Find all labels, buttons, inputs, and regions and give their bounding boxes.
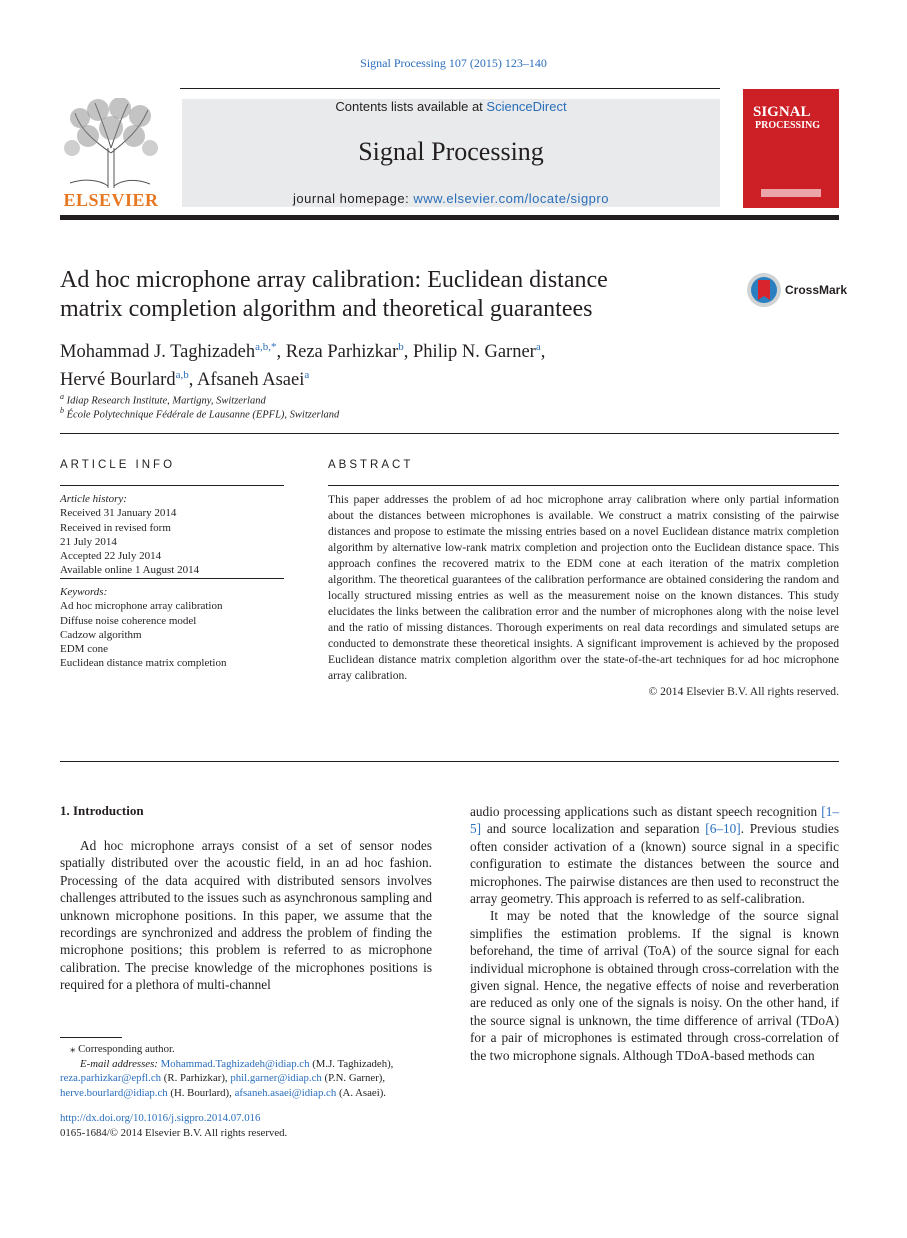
author-affiliation-mark[interactable]: a bbox=[535, 341, 541, 353]
article-history bbox=[60, 492, 284, 578]
title-line-2: matrix completion algorithm and theoretical guarantees bbox=[60, 296, 593, 322]
journal-name: Signal Processing bbox=[358, 137, 544, 166]
affiliation bbox=[60, 406, 339, 421]
email-owner: (H. Bourlard), bbox=[170, 1086, 232, 1099]
text-run: . Previous studies often consider activation of a (known) source signal in a specific configuration to estimate the distances between the source and microphones. The pairwise distances are then used to reconstruct the array geometry. This approach is referred to as self-calibration. bbox=[470, 821, 839, 907]
email-label: E-mail addresses: bbox=[80, 1057, 161, 1070]
author-list: Mohammad J. Taghizadeh$^{a,b,*}$, Reza Parhizkar$^b$, Philip N. Garner$^a$, Hervé Bourlard$^{a,b}$, Afsaneh Asaei$^a$ bbox=[60, 341, 546, 391]
email-owner: (A. Asaei). bbox=[338, 1086, 387, 1099]
homepage-prefix: journal homepage: bbox=[293, 191, 414, 206]
affiliation-mark: a bbox=[60, 392, 64, 401]
journal-cover[interactable] bbox=[743, 89, 839, 208]
affiliation bbox=[60, 392, 266, 407]
author-affiliation-mark[interactable]: a,b,* bbox=[255, 341, 277, 353]
keyword: Ad hoc microphone array calibration bbox=[60, 600, 223, 613]
doi-link[interactable]: http://dx.doi.org/10.1016/j.sigpro.2014.07.016 bbox=[60, 1112, 261, 1124]
author-name: Philip N. Garner bbox=[413, 342, 536, 363]
right-column bbox=[470, 803, 839, 1064]
email-link[interactable]: herve.bourlard@idiap.ch bbox=[60, 1086, 168, 1099]
history-label: Article history: bbox=[60, 493, 127, 505]
abstract-copyright: © 2014 Elsevier B.V. All rights reserved. bbox=[648, 685, 839, 698]
keyword: EDM cone bbox=[60, 643, 108, 656]
article-info-heading: ARTICLE INFO bbox=[60, 459, 176, 471]
article-title bbox=[60, 266, 740, 324]
keywords bbox=[60, 585, 284, 671]
keyword: Euclidean distance matrix completion bbox=[60, 657, 227, 670]
email-link[interactable]: Mohammad.Taghizadeh@idiap.ch bbox=[160, 1057, 310, 1070]
history-item: Available online 1 August 2014 bbox=[60, 564, 200, 577]
author-name: Reza Parhizkar bbox=[285, 342, 399, 363]
paragraph: It may be noted that the knowledge of the source signal simplifies the estimation problems. If the signal is known beforehand, the time of arrival (ToA) of the source signal for each individual microphone is obtained through cross-correlation with the given signal. Hence, the negative effects of noise and reverberation are reduced as only one of the signals is noisy. On the other hand, if the source signal is unknown, the time difference of arrival (TDoA) for a pair of microphones is estimated through cross-correlation of the two microphone signals. Although TDoA-based methods can bbox=[470, 908, 839, 1063]
keyword: Diffuse noise coherence model bbox=[60, 614, 197, 627]
reference-link[interactable]: [6–10] bbox=[705, 821, 741, 837]
text-run: and source localization and separation bbox=[481, 821, 706, 837]
affiliation-text: Idiap Research Institute, Martigny, Switzerland bbox=[66, 395, 266, 407]
cover-title: SIGNAL bbox=[753, 104, 811, 120]
paragraph bbox=[470, 803, 839, 907]
email-line bbox=[60, 1071, 432, 1086]
sciencedirect-link[interactable]: ScienceDirect bbox=[486, 99, 567, 114]
keywords-label: Keywords: bbox=[60, 586, 108, 598]
left-column bbox=[60, 837, 432, 994]
doi-block bbox=[60, 1111, 287, 1140]
abstract-text: This paper addresses the problem of ad hoc microphone array calibration where only partial information about the distances between microphones is available. We construct a matrix consisting of the pairwise distances and propose to estimate the missing entries based on a novel Euclidean distance matrix completion algorithm by alternative low-rank matrix completion and projection onto the Euclidean distance space. This approach confines the recovered matrix to the EDM cone at each iteration of the matrix completion algorithm. The theoretical guarantees of the calibration performance are obtained considering the random and locally structured missing entries as well as the measurement noise on the known distances. This study elucidates the links between the calibration error and the number of microphones along with the noise level and the ratio of missing distances. Thorough experiments on real data recordings and simulated setups are conducted to demonstrate these theoretical insights. A significant improvement is achieved by the proposed Euclidean distance matrix completion algorithm over the state-of-the-art techniques for ad hoc microphone array calibration. bbox=[328, 493, 839, 682]
title-line-1: Ad hoc microphone array calibration: Euclidean distance bbox=[60, 267, 608, 293]
cover-subtitle: PROCESSING bbox=[755, 120, 821, 131]
abstract bbox=[328, 492, 839, 700]
homepage-line bbox=[182, 191, 720, 206]
email-link[interactable]: phil.garner@idiap.ch bbox=[230, 1072, 322, 1084]
crossmark-icon bbox=[746, 272, 782, 308]
issn-line: 0165-1684/© 2014 Elsevier B.V. All rights reserved. bbox=[60, 1126, 288, 1139]
email-link[interactable]: afsaneh.asaei@idiap.ch bbox=[234, 1086, 337, 1099]
affiliation-mark: b bbox=[60, 406, 64, 415]
history-item: Received 31 January 2014 bbox=[60, 507, 177, 520]
history-item: Accepted 22 July 2014 bbox=[60, 550, 162, 563]
affiliation-text: École Polytechnique Fédérale de Lausanne (EPFL), Switzerland bbox=[66, 409, 340, 421]
crossmark-button[interactable] bbox=[746, 272, 866, 308]
author-affiliation-mark[interactable]: b bbox=[398, 341, 404, 353]
paragraph: Ad hoc microphone arrays consist of a set of sensor nodes spatially distributed over the acoustic field, in an ad hoc fashion. Processing of the data acquired with distributed sensors involves challenges attributed to the issues such as asynchronous sampling and unknown microphone positions. In this paper, we assume that the recordings are synchronized and address the problem of finding the microphone positions; this problem is referred to as microphone calibration. The precise knowledge of the microphones positions is required for a plethora of multi-channel bbox=[60, 838, 432, 993]
divider bbox=[60, 761, 839, 762]
journal-citation[interactable]: Signal Processing 107 (2015) 123–140 bbox=[360, 56, 547, 70]
author-name: Hervé Bourlard bbox=[60, 370, 176, 391]
section-heading: 1. Introduction bbox=[60, 803, 144, 818]
header-top-rule bbox=[180, 88, 720, 89]
email-link[interactable]: reza.parhizkar@epfl.ch bbox=[60, 1072, 162, 1084]
divider bbox=[60, 578, 284, 579]
author-name: Afsaneh Asaei bbox=[196, 370, 305, 391]
author-affiliation-mark[interactable]: a bbox=[304, 369, 310, 382]
author-name: Mohammad J. Taghizadeh bbox=[60, 342, 256, 363]
corresponding-note: ⁎ Corresponding author. bbox=[70, 1043, 175, 1055]
contents-line bbox=[182, 99, 720, 114]
author-affiliation-mark[interactable]: a,b bbox=[175, 369, 189, 382]
divider bbox=[328, 485, 839, 486]
abstract-heading: ABSTRACT bbox=[328, 459, 414, 471]
email-line bbox=[60, 1057, 432, 1072]
footnotes bbox=[60, 1042, 432, 1100]
keyword: Cadzow algorithm bbox=[60, 628, 142, 641]
contents-prefix: Contents lists available at bbox=[335, 99, 487, 114]
header-thick-rule bbox=[60, 215, 839, 220]
email-owner: (M.J. Taghizadeh), bbox=[312, 1057, 394, 1070]
cover-band bbox=[761, 189, 821, 197]
text-run: audio processing applications such as distant speech recognition bbox=[470, 804, 822, 819]
crossmark-label: CrossMark bbox=[785, 283, 848, 297]
divider bbox=[60, 433, 839, 434]
history-item: Received in revised form bbox=[60, 521, 171, 534]
homepage-link[interactable]: www.elsevier.com/locate/sigpro bbox=[413, 191, 609, 206]
divider bbox=[60, 485, 284, 486]
reference-link[interactable]: [1–5] bbox=[470, 804, 839, 837]
email-owner: (P.N. Garner), bbox=[324, 1072, 386, 1084]
elsevier-logo-text: ELSEVIER bbox=[63, 190, 159, 210]
history-item: 21 July 2014 bbox=[60, 535, 117, 548]
email-line bbox=[60, 1086, 432, 1101]
corresponding-text: Corresponding author. bbox=[78, 1043, 175, 1055]
footnote-rule bbox=[60, 1037, 122, 1038]
email-owner: (R. Parhizkar), bbox=[163, 1072, 228, 1084]
